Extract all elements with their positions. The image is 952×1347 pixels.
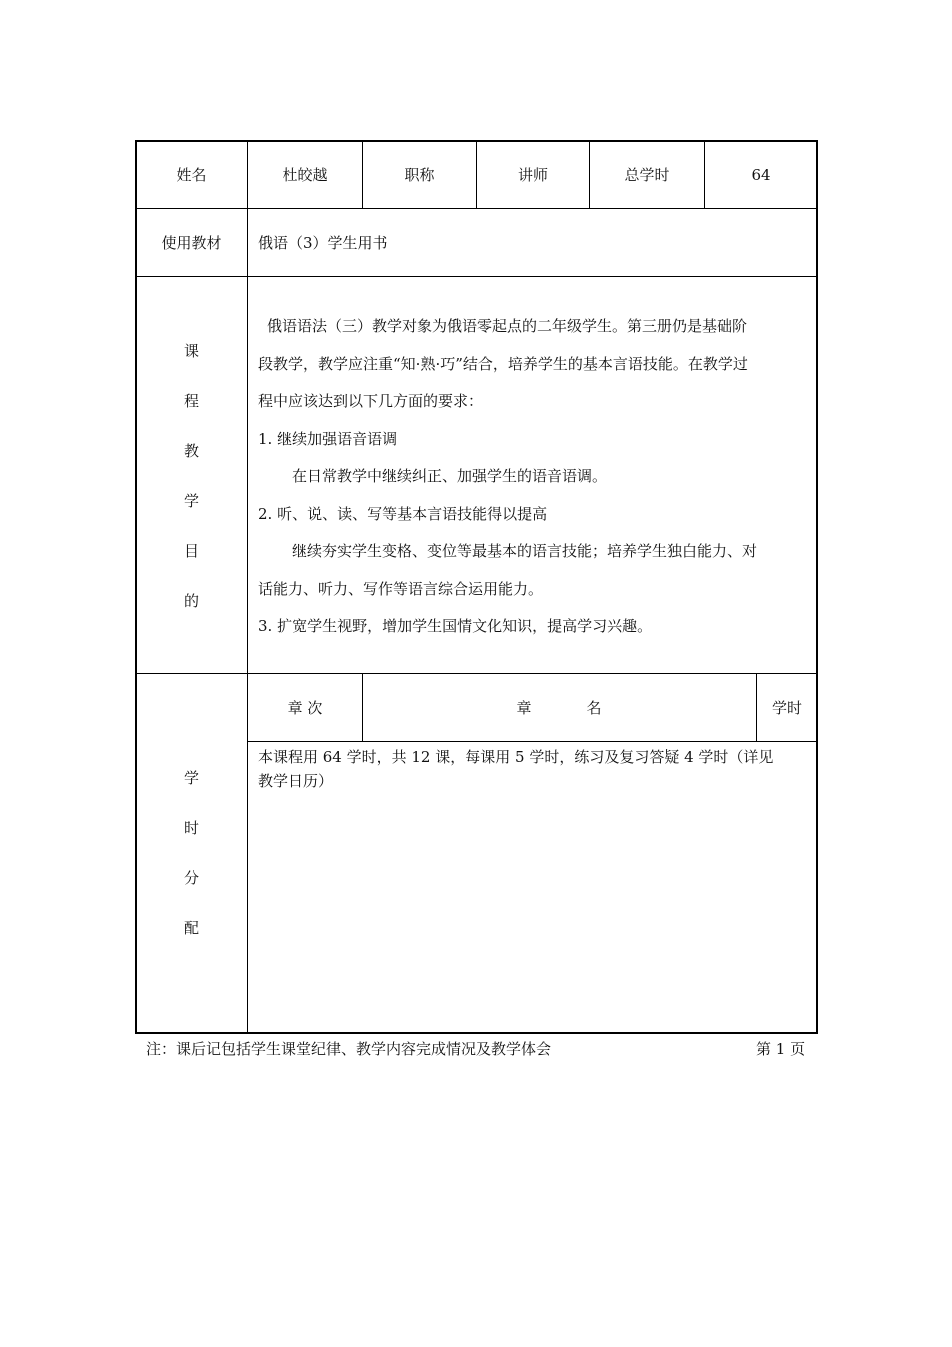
name-value: 杜皎越 <box>282 166 328 184</box>
allocation-line: 本课程用 64 学时，共 12 课，每课用 5 学时，练习及复习答疑 4 学时（详见 <box>258 748 774 766</box>
objectives-text <box>258 308 810 646</box>
row-divider <box>135 276 818 277</box>
row-divider <box>135 673 818 674</box>
allocation-label-char: 配 <box>183 919 199 937</box>
title-label: 职称 <box>404 166 435 184</box>
textbook-value: 俄语（3）学生用书 <box>258 234 388 252</box>
total-hours-label: 总学时 <box>624 166 670 184</box>
row-divider <box>247 741 818 742</box>
allocation-label <box>136 771 247 971</box>
objectives-label <box>136 344 247 644</box>
column-divider <box>247 140 248 1034</box>
objectives-label-char: 的 <box>183 592 199 610</box>
page-number: 第 1 页 <box>756 1040 806 1058</box>
name-label: 姓名 <box>176 166 207 184</box>
objectives-label-char: 目 <box>183 542 199 560</box>
objectives-label-char: 程 <box>183 392 199 410</box>
objectives-line: 2. 听、说、读、写等基本言语技能得以提高 <box>258 504 548 523</box>
objectives-line: 程中应该达到以下几方面的要求： <box>258 392 484 410</box>
total-hours-value: 64 <box>751 165 771 184</box>
objectives-label-char: 课 <box>183 342 199 360</box>
chapter-name-header-part2: 名 <box>586 699 602 717</box>
column-divider <box>362 673 363 741</box>
chapter-number-header: 章 次 <box>287 699 323 717</box>
footer-note: 注：课后记包括学生课堂纪律、教学内容完成情况及教学体会 <box>146 1040 552 1058</box>
objectives-line: 俄语语法（三）教学对象为俄语零起点的二年级学生。第三册仍是基础阶 <box>267 317 748 335</box>
textbook-label: 使用教材 <box>161 234 222 252</box>
objectives-line: 3. 扩宽学生视野，增加学生国情文化知识，提高学习兴趣。 <box>258 617 653 635</box>
allocation-text <box>258 745 810 793</box>
objectives-label-char: 教 <box>183 442 199 460</box>
objectives-label-char: 学 <box>183 492 199 510</box>
objectives-line: 段教学，教学应注重“知·熟·巧”结合，培养学生的基本言语技能。在教学过 <box>258 354 748 373</box>
objectives-line: 话能力、听力、写作等语言综合运用能力。 <box>258 579 544 598</box>
objectives-line: 在日常教学中继续纠正、加强学生的语音语调。 <box>292 467 608 485</box>
allocation-label-char: 分 <box>183 869 199 887</box>
hours-header: 学时 <box>771 699 802 717</box>
objectives-line: 继续夯实学生变格、变位等最基本的语言技能；培养学生独白能力、对 <box>292 542 758 560</box>
title-value: 讲师 <box>517 166 548 184</box>
objectives-line: 1. 继续加强语音语调 <box>258 429 398 448</box>
chapter-name-header-part1: 章 <box>516 699 532 717</box>
allocation-label-char: 时 <box>183 819 199 837</box>
allocation-label-char: 学 <box>183 769 199 787</box>
allocation-line: 教学日历） <box>258 772 334 790</box>
